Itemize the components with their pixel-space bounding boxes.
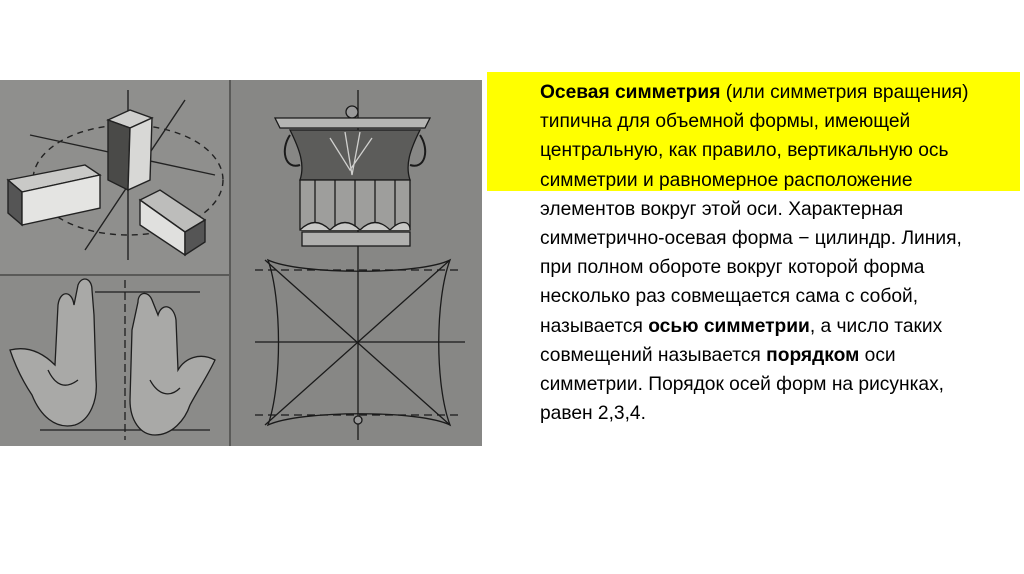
text-part-1: (или симметрия вращения) типична для объемной формы, имеющей центральную, как правило, вертикальную ось симметрии и равномерное расположение элементов вокруг этой оси. Характерная симметрично-осевая форма − цилиндр. Линия, при полном обороте вокруг которой форма несколько раз совмещается сама с собой, называется (540, 82, 969, 337)
term-axis-of-symmetry: осью симметрии (648, 315, 810, 337)
symmetry-drawings (0, 80, 482, 446)
description-text (540, 78, 980, 428)
text-part-2: , а число таких совмещений называется (540, 315, 943, 366)
term-order: порядком (766, 344, 860, 366)
symmetry-illustration (0, 80, 482, 446)
term-axial-symmetry: Осевая симметрия (540, 82, 721, 103)
text-part-3: оси симметрии. Порядок осей форм на рисунках, равен 2,3,4. (540, 344, 945, 425)
